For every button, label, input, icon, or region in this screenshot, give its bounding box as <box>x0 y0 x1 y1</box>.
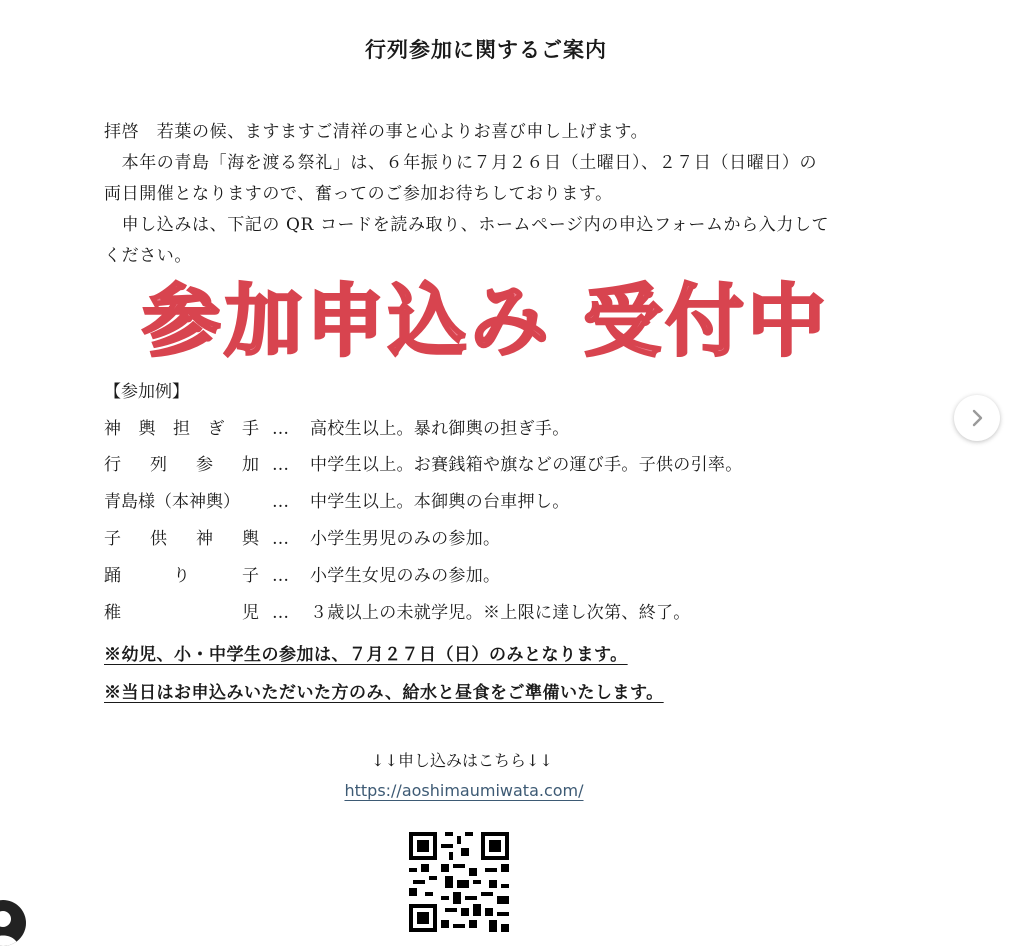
example-role-char: 担 <box>173 419 190 439</box>
apply-here-text: ↓↓申し込みはこちら↓↓ <box>371 751 553 770</box>
example-role-char: 踊 <box>104 566 121 586</box>
example-description: 小学生男児のみの参加。 <box>310 529 501 549</box>
apply-link[interactable]: https://aoshimaumiwata.com/ <box>344 781 584 800</box>
example-role-char: 神 <box>196 529 213 549</box>
example-description: 中学生以上。お賽銭箱や旗などの運び手。子供の引率。 <box>310 455 743 475</box>
example-role-char: ぎ <box>207 419 225 439</box>
example-separator: … <box>272 529 289 549</box>
example-separator: … <box>272 455 289 475</box>
example-role-char: 供 <box>150 529 167 549</box>
section-heading: 【参加例】 <box>104 382 189 402</box>
example-separator: … <box>272 603 289 623</box>
example-role-char: り <box>173 566 190 586</box>
example-role-char: 稚 <box>104 603 121 623</box>
document-title: 行列参加に関するご案内 <box>365 37 607 62</box>
example-role-char: 輿 <box>242 529 259 549</box>
example-role-char: 子 <box>104 529 121 549</box>
intro-line: 拝啓 若葉の候、ますますご清祥の事と心よりお喜び申し上げます。 <box>104 122 649 142</box>
example-description: 高校生以上。暴れ御輿の担ぎ手。 <box>310 419 570 439</box>
example-description: 小学生女児のみの参加。 <box>310 566 501 586</box>
example-separator: … <box>272 492 289 512</box>
example-role-char: 青島様（本神輿） <box>104 492 240 512</box>
example-role-char: 参 <box>196 455 213 475</box>
example-role-char: 神 <box>104 419 121 439</box>
example-role-label <box>104 558 259 594</box>
example-role-char: 輿 <box>138 419 156 439</box>
intro-line: 申し込みは、下記の QR コードを読み取り、ホームページ内の申込フォームから入力して <box>104 215 830 235</box>
example-role-char: 加 <box>242 455 259 475</box>
next-button[interactable] <box>954 395 1000 441</box>
example-separator: … <box>272 419 289 439</box>
intro-line: 両日開催となりますので、奮ってのご参加お待ちしております。 <box>104 184 613 204</box>
user-icon <box>0 900 26 946</box>
note-line: ※当日はお申込みいただいた方のみ、給水と昼食をご準備いたします。 <box>104 683 664 703</box>
example-description: 中学生以上。本御輿の台車押し。 <box>310 492 570 512</box>
qr-code-image[interactable] <box>409 832 509 932</box>
example-role-char: 手 <box>242 419 259 439</box>
apply-link-wrapper <box>0 781 928 800</box>
example-description: ３歳以上の未就学児。※上限に達し次第、終了。 <box>310 603 691 623</box>
intro-line: 本年の青島「海を渡る祭礼」は、６年振りに７月２６日（土曜日）、２７日（日曜日）の <box>104 153 818 173</box>
registration-open-banner: 参加申込み 受付中 <box>142 277 830 367</box>
example-role-char: 子 <box>242 566 259 586</box>
example-role-char: 行 <box>104 455 121 475</box>
example-role-label <box>104 447 259 483</box>
avatar[interactable] <box>0 900 26 946</box>
note-line: ※幼児、小・中学生の参加は、７月２７日（日）のみとなります。 <box>104 645 628 665</box>
example-role-label <box>104 484 259 520</box>
example-role-label <box>104 595 259 631</box>
chevron-right-icon <box>967 408 987 428</box>
intro-text <box>104 117 874 272</box>
example-role-label <box>104 411 259 447</box>
example-separator: … <box>272 566 289 586</box>
example-role-char: 児 <box>242 603 259 623</box>
example-role-label <box>104 521 259 557</box>
example-role-char: 列 <box>150 455 167 475</box>
intro-line: ください。 <box>104 246 192 266</box>
